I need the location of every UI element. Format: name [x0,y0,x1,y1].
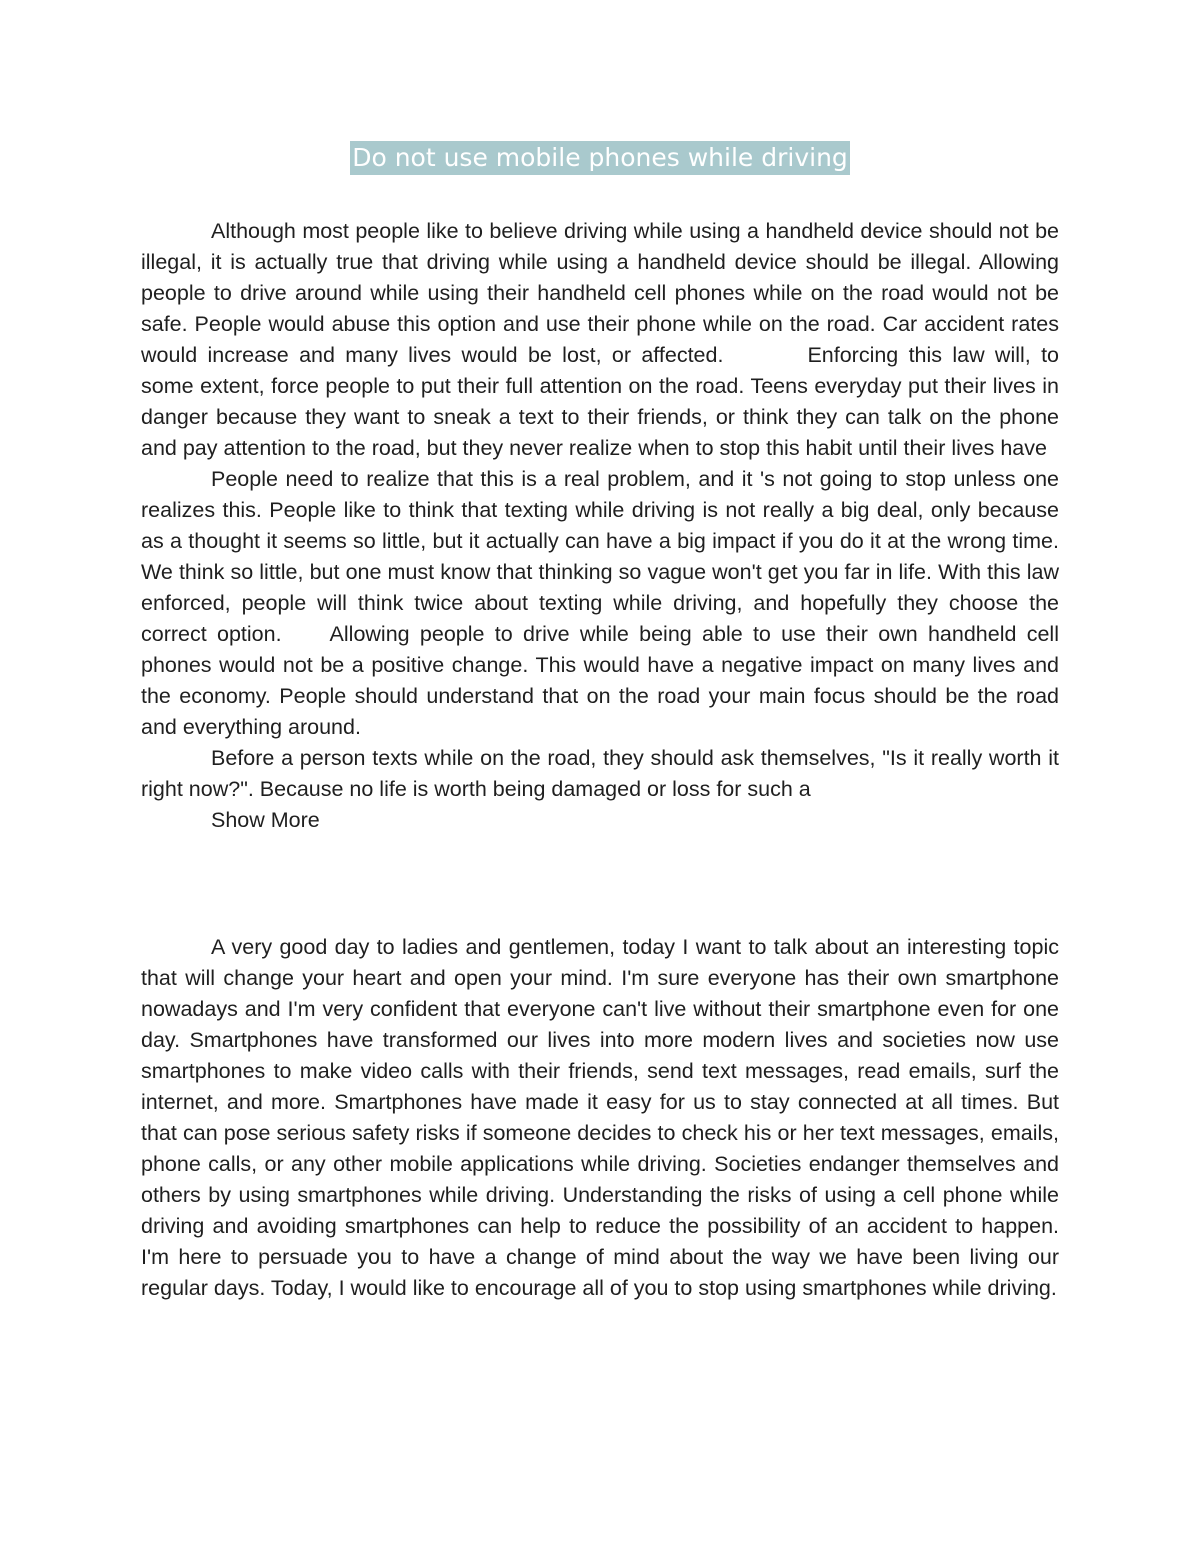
paragraph-1-part-b: Enforcing this law will, to some extent, force people to put their full attention on the road. Teens everyday put their lives in danger because they want to sneak a text to their friends, or think they can talk on the phone and pay attention to the road, but they never realize when to stop this habit until their lives have [141,343,1059,460]
paragraph-4 [141,932,1059,1304]
paragraph-1 [141,216,1059,464]
paragraph-1-part-a: Although most people like to believe driving while using a handheld device should not be illegal, it is actually true that driving while using a handheld device should be illegal. Allowing people to drive around while using their handheld cell phones while on the road would not be safe. People would abuse this option and use their phone while on the road. Car accident rates would increase and many lives would be lost, or affected. [141,219,1059,367]
paragraph-3 [141,743,1059,805]
essay-excerpt-1 [141,216,1059,836]
show-more-link[interactable]: Show More [211,808,320,832]
document-title: Do not use mobile phones while driving [350,141,850,175]
paragraph-3-text: Before a person texts while on the road, they should ask themselves, "Is it really worth it right now?". Because no life is worth being damaged or loss for such a [141,746,1059,801]
paragraph-2-part-b: Allowing people to drive while being able to use their own handheld cell phones would not be a positive change. This would have a negative impact on many lives and the economy. People should understand that on the road your main focus should be the road and everything around. [141,622,1059,739]
paragraph-4-text: A very good day to ladies and gentlemen, today I want to talk about an interesting topic that will change your heart and open your mind. I'm sure everyone has their own smartphone nowadays and I'm very confident that everyone can't live without their smartphone even for one day. Smartphones have transformed our lives into more modern lives and societies now use smartphones to make video calls with their friends, send text messages, read emails, surf the internet, and more. Smartphones have made it easy for us to stay connected at all times. But that can pose serious safety risks if someone decides to check his or her text messages, emails, phone calls, or any other mobile applications while driving. Societies endanger themselves and others by using smartphones while driving. Understanding the risks of using a cell phone while driving and avoiding smartphones can help to reduce the possibility of an accident to happen. I'm here to persuade you to have a change of mind about the way we have been living our regular days. Today, I would like to encourage all of you to stop using smartphones while driving. [141,935,1059,1300]
title-container [0,141,1200,175]
paragraph-2-part-a: People need to realize that this is a real problem, and it 's not going to stop unless one realizes this. People like to think that texting while driving is not really a big deal, only because as a thought it seems so little, but it actually can have a big impact if you do it at the wrong time. We think so little, but one must know that thinking so vague won't get you far in life. With this law enforced, people will think twice about texting while driving, and hopefully they choose the correct option. [141,467,1059,646]
paragraph-2 [141,464,1059,743]
essay-excerpt-2 [141,932,1059,1304]
